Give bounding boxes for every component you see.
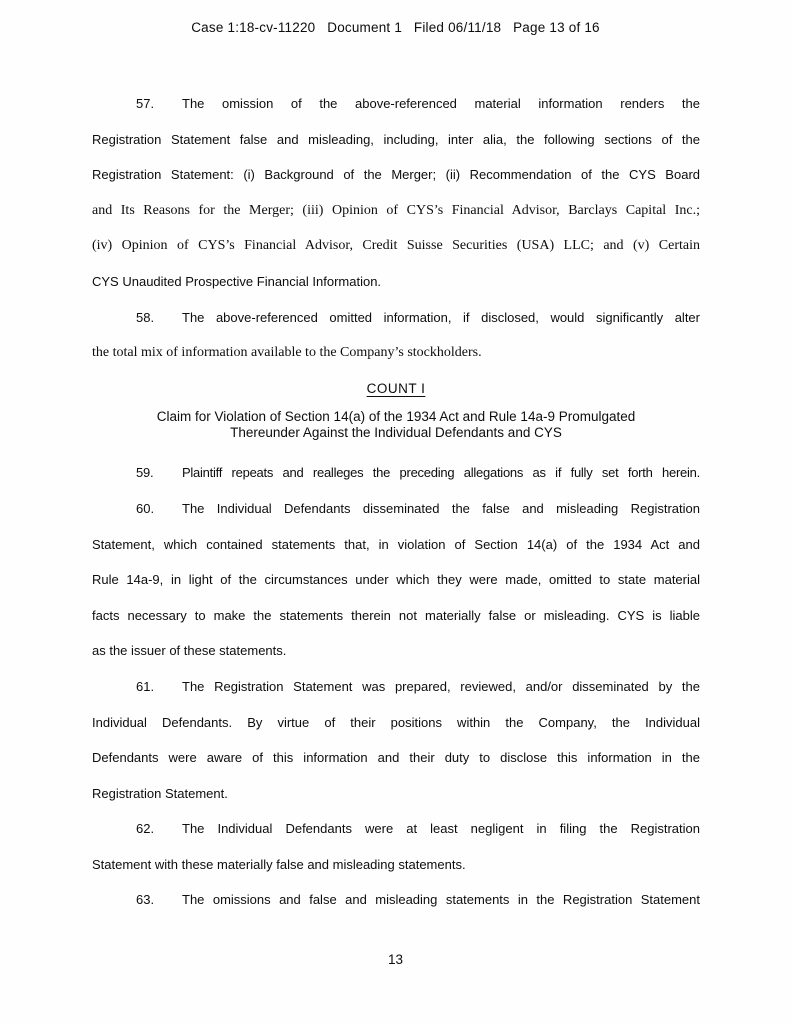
paragraph-text: The Registration Statement was prepared, reviewed, and/or disseminated by the (182, 678, 700, 694)
paragraph-58-line: the total mix of information available to the Company’s stockholders. (92, 345, 482, 361)
paragraph-59-line (92, 455, 700, 491)
paragraph-61-line: Defendants were aware of this information and their duty to disclose this information in the (92, 750, 700, 766)
paragraph-number: 58. (136, 309, 155, 325)
paragraph-60-line: Rule 14a-9, in light of the circumstances under which they were made, omitted to state material (92, 572, 700, 588)
paragraph-60-line: facts necessary to make the statements therein not materially false or misleading. CYS is liable (92, 607, 700, 623)
paragraph-60-line: as the issuer of these statements. (92, 643, 287, 659)
paragraph-57-line (92, 86, 700, 122)
claim-heading (92, 406, 700, 441)
paragraph-60-line (92, 491, 700, 527)
paragraph-57-line: (iv) Opinion of CYS’s Financial Advisor, Credit Suisse Securities (USA) LLC; and (v) Certain (92, 238, 700, 254)
paragraph-number: 57. (136, 96, 155, 111)
count-heading-text: COUNT I (366, 380, 426, 396)
paragraph-57-line: Registration Statement false and misleading, including, inter alia, the following sections of the (92, 131, 700, 147)
paragraph-text: Plaintiff repeats and realleges the preceding allegations as if fully set forth herein. (182, 465, 700, 481)
paragraph-number: 63. (136, 892, 155, 908)
paragraph-number: 59. (136, 465, 154, 481)
document-body (92, 86, 700, 918)
count-heading (92, 371, 700, 407)
paragraph-61-line (92, 669, 700, 705)
page-number: 13 (387, 952, 404, 967)
paragraph-number: 62. (136, 821, 155, 837)
paragraph-62-line (92, 811, 700, 847)
paragraph-number: 60. (136, 500, 155, 516)
paragraph-text: The omissions and false and misleading statements in the Registration Statement (182, 892, 700, 908)
paragraph-text: The omission of the above-referenced material information renders the (182, 96, 700, 111)
paragraph-61-line: Registration Statement. (92, 785, 228, 801)
paragraph-63-line (92, 882, 700, 918)
claim-heading-line-2: Thereunder Against the Individual Defendants and CYS (230, 425, 562, 441)
paragraph-61-line: Individual Defendants. By virtue of their positions within the Company, the Individual (92, 714, 700, 730)
paragraph-57-line: and Its Reasons for the Merger; (iii) Opinion of CYS’s Financial Advisor, Barclays Capital Inc.; (92, 202, 700, 218)
paragraph-text: The Individual Defendants were at least negligent in filing the Registration (182, 821, 700, 837)
paragraph-58-line (92, 300, 700, 336)
paragraph-number: 61. (136, 678, 155, 694)
paragraph-62-line: Statement with these materially false and misleading statements. (92, 856, 466, 872)
paragraph-text: The above-referenced omitted information, if disclosed, would significantly alter (182, 309, 700, 325)
paragraph-57-line: Registration Statement: (i) Background of the Merger; (ii) Recommendation of the CYS Board (92, 167, 700, 183)
claim-heading-line-1: Claim for Violation of Section 14(a) of the 1934 Act and Rule 14a-9 Promulgated (156, 409, 636, 425)
paragraph-57-line: CYS Unaudited Prospective Financial Information. (92, 273, 382, 289)
paragraph-text: The Individual Defendants disseminated the false and misleading Registration (182, 500, 700, 516)
case-header-stamp: Case 1:18-cv-11220 Document 1 Filed 06/11/18 Page 13 of 16 (191, 20, 600, 35)
paragraph-60-line: Statement, which contained statements that, in violation of Section 14(a) of the 1934 Act and (92, 536, 700, 552)
